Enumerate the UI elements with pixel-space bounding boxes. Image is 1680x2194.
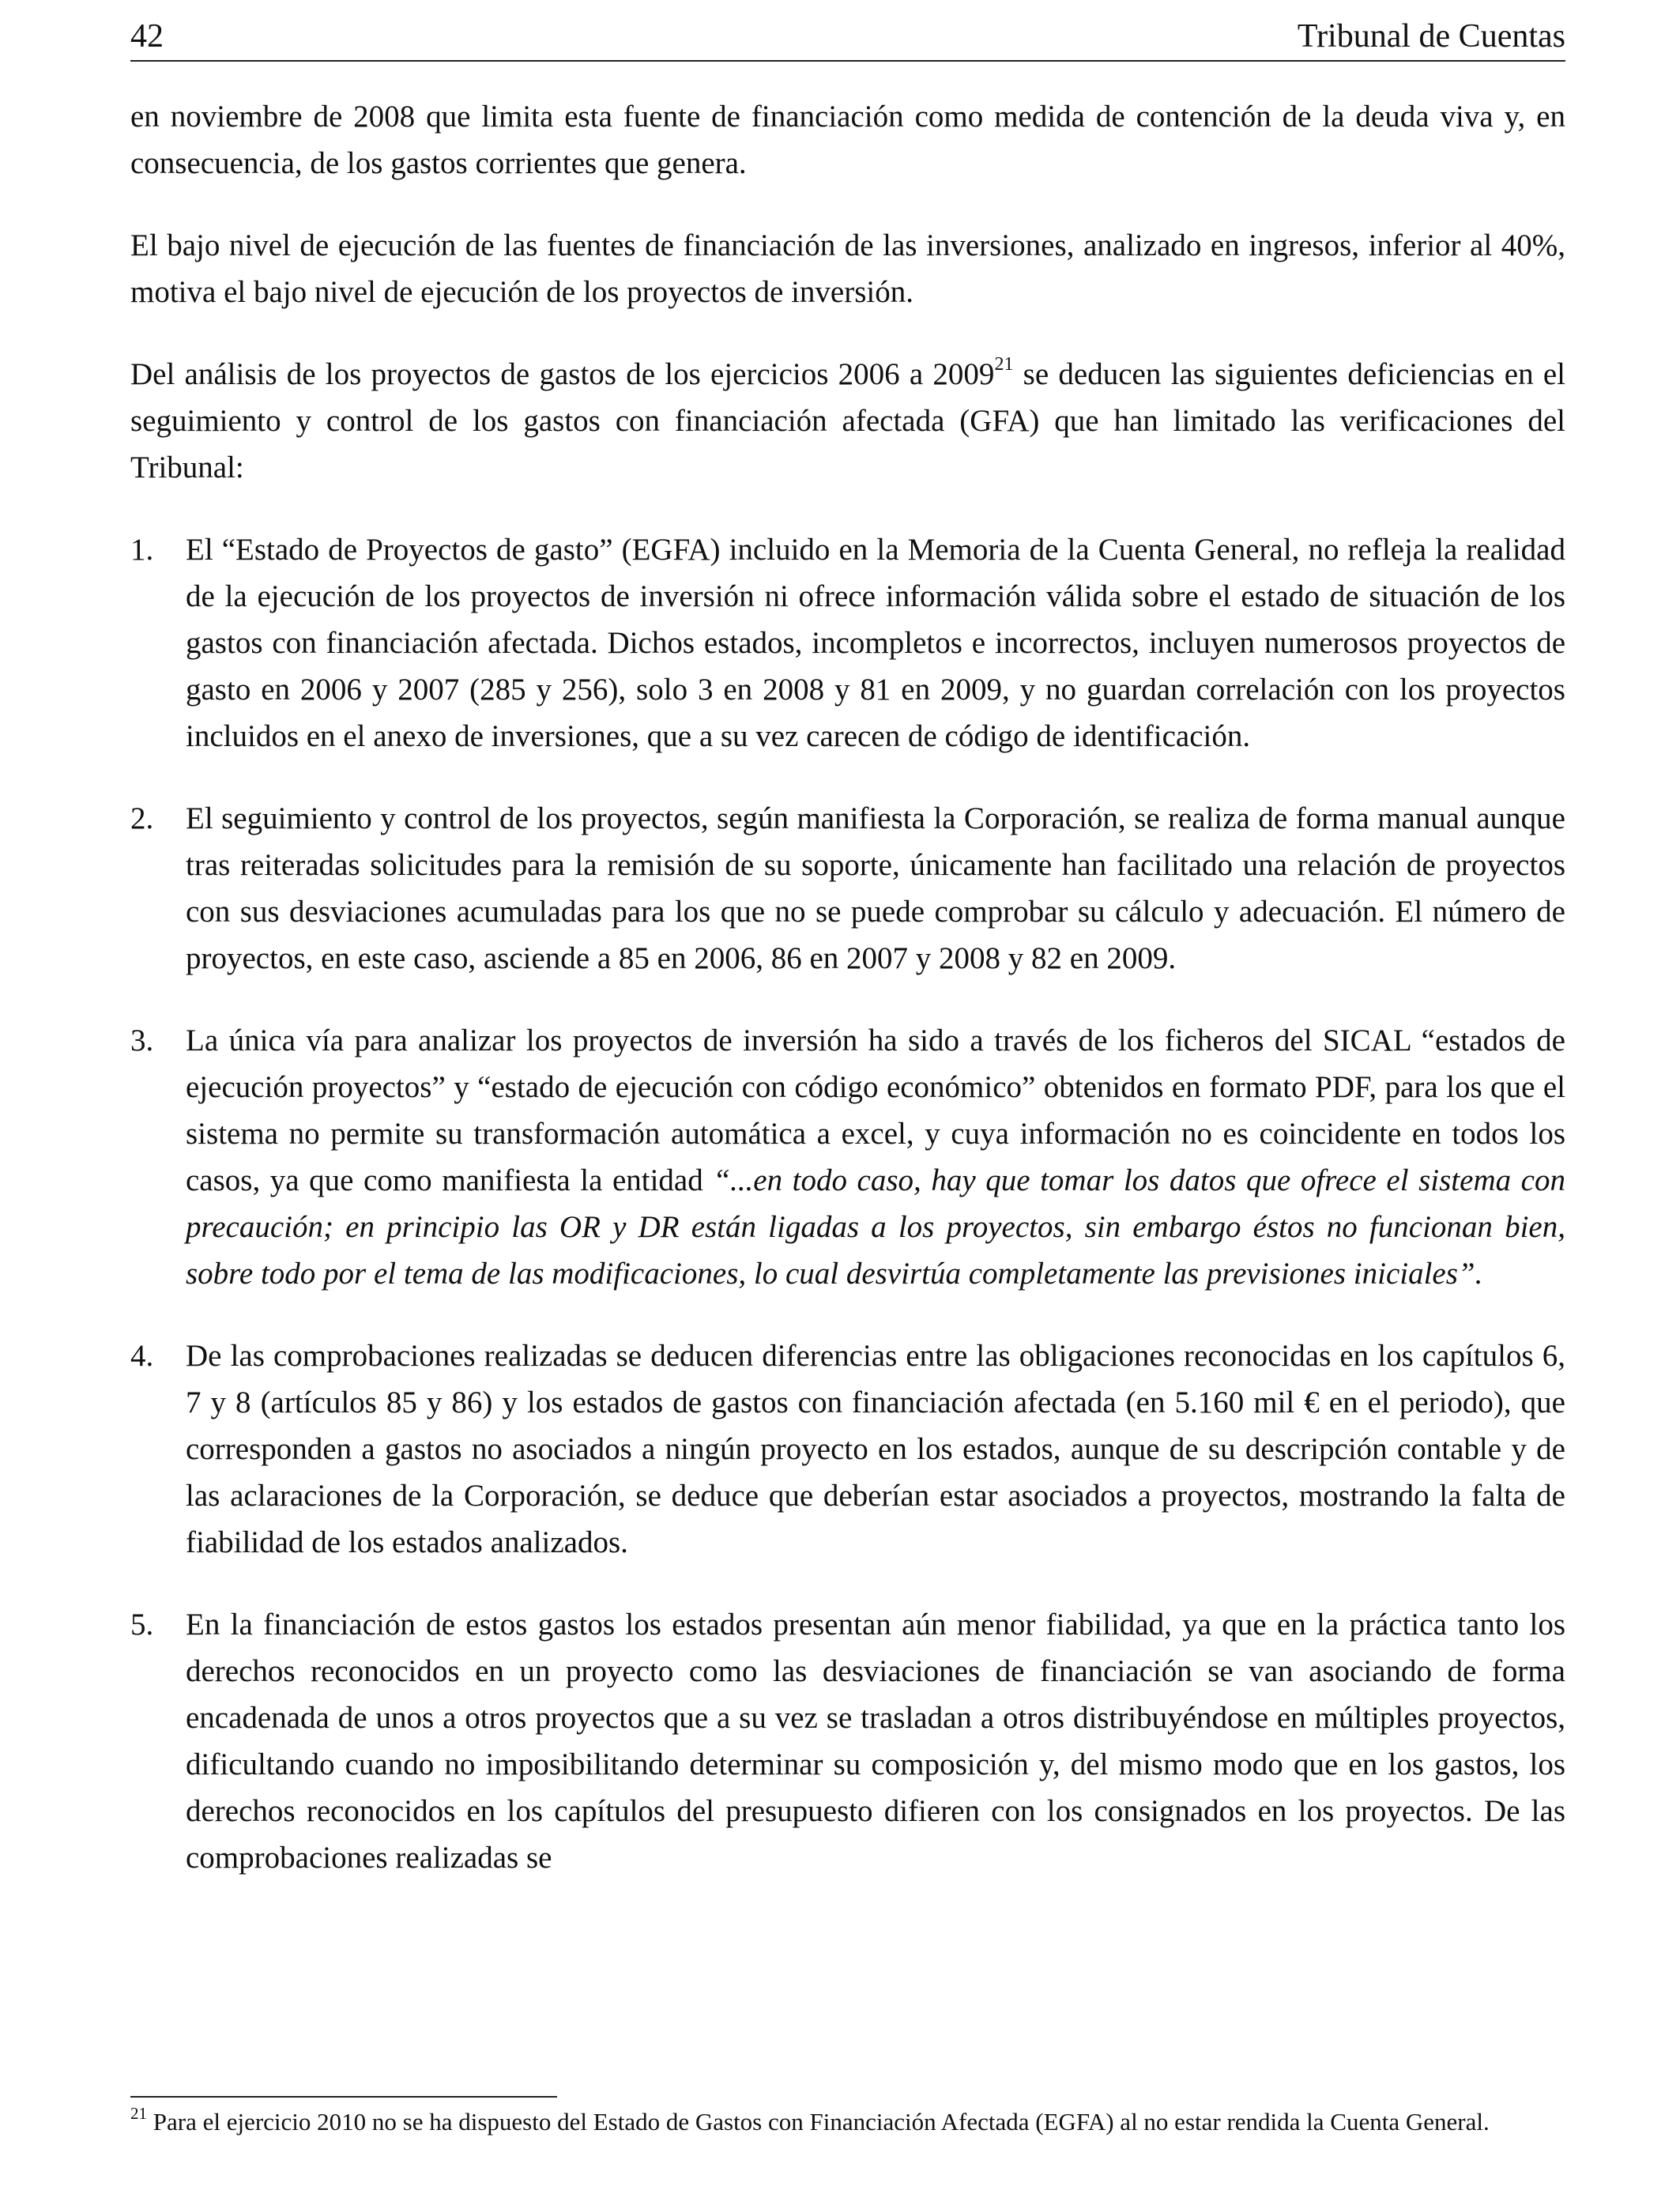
list-number: 1.: [130, 533, 154, 567]
list-number: 2.: [130, 801, 154, 835]
list-item-text: De las comprobaciones realizadas se deducen diferencias entre las obligaciones reconocidas en los capítulos 6, 7 y 8 (artículos 85 y 86) y los estados de gastos con financiación afectada (en 5.160 mil € en el periodo), que corresponden a gastos no asociados a ningún proyecto en los estados, aunque de su descripción contable y de las aclaraciones de la Corporación, se deduce que deberían estar asociados a proyectos, mostrando la falta de fiabilidad de los estados analizados.: [186, 1339, 1565, 1559]
body-text: [130, 93, 1565, 1917]
paragraph-3: [130, 351, 1565, 491]
page-number: 42: [130, 18, 164, 55]
paragraph-3-text-start: Del análisis de los proyectos de gastos de los ejercicios 2006 a 2009: [130, 357, 995, 391]
list-item-4: [130, 1333, 1565, 1566]
footnote-number: 21: [130, 2103, 147, 2123]
list-number: 3.: [130, 1023, 154, 1057]
list-item-3-text: La única vía para analizar los proyectos de inversión ha sido a través de los ficheros del SICAL “estados de ejecución proyectos” y “estado de ejecución con código económico” obtenidos en formato PDF, para los que el sistema no permite su transformación automática a excel, y cuya información no es coincidente en todos los casos, ya que como manifiesta la entidad: [186, 1023, 1565, 1197]
footnote-divider: [130, 2096, 557, 2098]
paragraph-2: El bajo nivel de ejecución de las fuentes de financiación de las inversiones, analizado en ingresos, inferior al 40%, motiva el bajo nivel de ejecución de los proyectos de inversión.: [130, 228, 1565, 309]
paragraph-1: en noviembre de 2008 que limita esta fuente de financiación como medida de contención de la deuda viva y, en consecuencia, de los gastos corrientes que genera.: [130, 100, 1565, 180]
paragraph-3-text-end: se deducen las siguientes deficiencias en el seguimiento y control de los gastos con financiación afectada (GFA) que han limitado las verificaciones del Tribunal:: [130, 357, 1565, 484]
list-item-text: El seguimiento y control de los proyectos, según manifiesta la Corporación, se realiza de forma manual aunque tras reiteradas solicitudes para la remisión de su soporte, únicamente han facilitado una relación de proyectos con sus desviaciones acumuladas para los que no se puede comprobar su cálculo y adecuación. El número de proyectos, en este caso, asciende a 85 en 2006, 86 en 2007 y 2008 y 82 en 2009.: [186, 801, 1565, 975]
list-item-3: [130, 1017, 1565, 1297]
quoted-statement: “...en todo caso, hay que tomar los datos que ofrece el sistema con precaución; en principio las OR y DR están ligadas a los proyectos, sin embargo éstos no funcionan bien, sobre todo por el tema de las modificaciones, lo cual desvirtúa completamente las previsiones iniciales”.: [186, 1163, 1565, 1291]
list-item-2: [130, 795, 1565, 982]
footnote: [130, 2105, 1565, 2139]
footnote-text: Para el ejercicio 2010 no se ha dispuesto del Estado de Gastos con Financiación Afectada (EGFA) al no estar rendida la Cuenta General.: [147, 2108, 1490, 2136]
list-number: 5.: [130, 1608, 154, 1642]
footnote-reference[interactable]: 21: [994, 354, 1014, 375]
list-item-text: En la financiación de estos gastos los estados presentan aún menor fiabilidad, ya que en la práctica tanto los derechos reconocidos en un proyecto como las desviaciones de financiación se van asociando de forma encadenada de unos a otros proyectos que a su vez se trasladan a otros distribuyéndose en múltiples proyectos, dificultando cuando no imposibilitando determinar su composición y, del mismo modo que en los gastos, los derechos reconocidos en los capítulos del presupuesto difieren con los consignados en los proyectos. De las comprobaciones realizadas se: [186, 1608, 1565, 1875]
list-item-1: [130, 526, 1565, 760]
list-number: 4.: [130, 1339, 154, 1373]
list-item-text: El “Estado de Proyectos de gasto” (EGFA) incluido en la Memoria de la Cuenta General, no refleja la realidad de la ejecución de los proyectos de inversión ni ofrece información válida sobre el estado de situación de los gastos con financiación afectada. Dichos estados, incompletos e incorrectos, incluyen numerosos proyectos de gasto en 2006 y 2007 (285 y 256), solo 3 en 2008 y 81 en 2009, y no guardan correlación con los proyectos incluidos en el anexo de inversiones, que a su vez carecen de código de identificación.: [186, 533, 1565, 753]
running-title: Tribunal de Cuentas: [1297, 18, 1565, 55]
list-item-5: [130, 1601, 1565, 1881]
list-item-text: [186, 1017, 1565, 1297]
page-header: [130, 14, 1565, 62]
